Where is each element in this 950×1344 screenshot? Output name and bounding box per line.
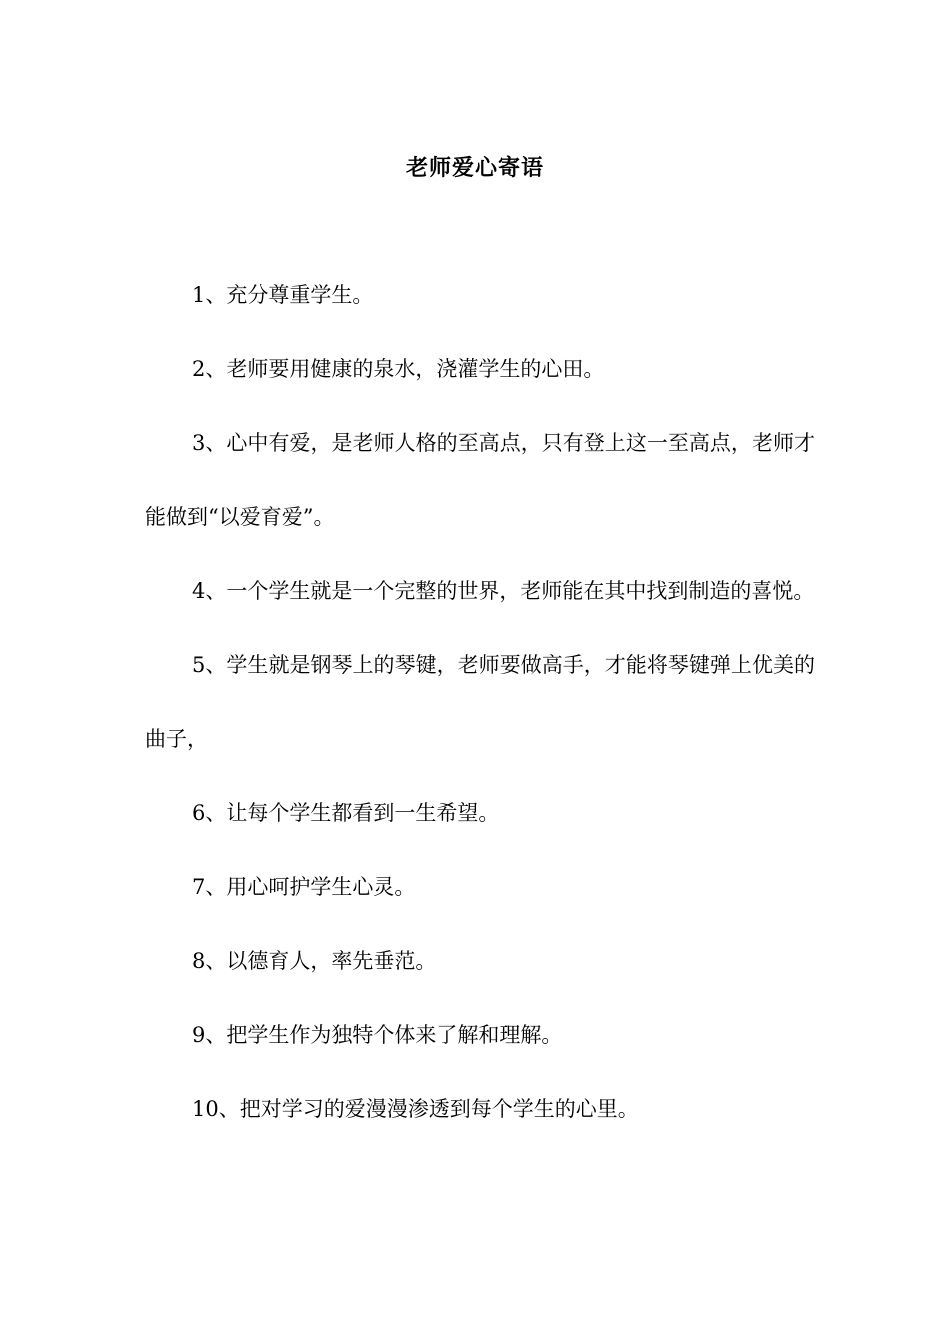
- paragraph-8: 8、以德育人，率先垂范。: [192, 949, 437, 973]
- paragraph-6: 6、让每个学生都看到一生希望。: [192, 801, 500, 825]
- paragraph-4: 4、一个学生就是一个完整的世界，老师能在其中找到制造的喜悦。: [192, 579, 815, 603]
- paragraph-9: 9、把学生作为独特个体来了解和理解。: [192, 1023, 563, 1047]
- document-body: [145, 258, 815, 1146]
- paragraph-2: 2、老师要用健康的泉水，浇灌学生的心田。: [192, 357, 605, 381]
- paragraph-3: 3、心中有爱，是老师人格的至高点，只有登上这一至高点，老师才能做到“以爱育爱”。: [145, 431, 815, 529]
- paragraph-5: 5、学生就是钢琴上的琴键，老师要做高手，才能将琴键弹上优美的曲子，: [145, 653, 815, 751]
- paragraph-10: 10、把对学习的爱漫漫渗透到每个学生的心里。: [192, 1097, 639, 1121]
- paragraph-1: 1、充分尊重学生。: [192, 283, 374, 307]
- page-title: 老师爱心寄语: [405, 154, 544, 181]
- paragraph-7: 7、用心呵护学生心灵。: [192, 875, 416, 899]
